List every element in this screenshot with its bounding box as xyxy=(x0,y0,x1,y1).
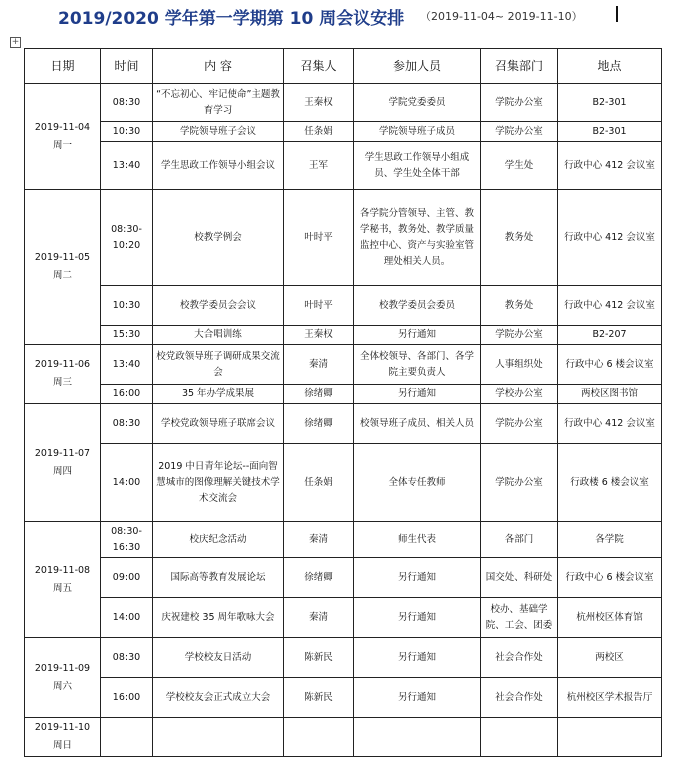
day-cell xyxy=(25,522,101,638)
cell-content: 大合唱训练 xyxy=(153,326,284,345)
cell-location: B2-301 xyxy=(558,84,662,122)
day-cell xyxy=(25,638,101,718)
cell-department: 学生处 xyxy=(481,142,558,190)
cell-content: 国际高等教育发展论坛 xyxy=(153,558,284,598)
cell-convener: 叶时平 xyxy=(284,190,354,286)
cell-content: 学院领导班子会议 xyxy=(153,122,284,142)
cell-attendees: 另行通知 xyxy=(354,385,481,404)
cell-convener: 任条娟 xyxy=(284,444,354,522)
day-cell xyxy=(25,345,101,404)
day-date: 2019-11-08 xyxy=(34,564,91,576)
table-row xyxy=(25,404,662,444)
cell-location: 行政中心 6 楼会议室 xyxy=(558,558,662,598)
cell-department: 人事组织处 xyxy=(481,345,558,385)
cell-convener: 秦清 xyxy=(284,345,354,385)
cell-convener: 秦清 xyxy=(284,522,354,558)
cell-location: 行政中心 412 会议室 xyxy=(558,142,662,190)
header-convener: 召集人 xyxy=(284,49,354,84)
day-date: 2019-11-06 xyxy=(34,359,91,370)
day-date: 2019-11-10 xyxy=(34,722,91,733)
cell-attendees: 各学院分管领导、主管、教学秘书，教务处、教学质量监控中心、资产与实验室管理处相关人员。 xyxy=(354,190,481,286)
cell-time: 13:40 xyxy=(101,345,153,385)
cell-content: 2019 中日青年论坛--面向智慧城市的图像理解关键技术学术交流会 xyxy=(153,444,284,522)
day-date: 2019-11-05 xyxy=(34,252,91,263)
cell-attendees: 全体专任教师 xyxy=(354,444,481,522)
cell-attendees xyxy=(354,718,481,757)
cell-content: 校教学例会 xyxy=(153,190,284,286)
cell-convener: 徐绪卿 xyxy=(284,385,354,404)
cell-location: 行政中心 6 楼会议室 xyxy=(558,345,662,385)
title-date-range: （2019-11-04~ 2019-11-10） xyxy=(420,10,583,23)
cell-time: 15:30 xyxy=(101,326,153,345)
cell-attendees: 另行通知 xyxy=(354,598,481,638)
cell-content: 庆祝建校 35 周年歌咏大会 xyxy=(153,598,284,638)
cell-time: 14:00 xyxy=(101,598,153,638)
cell-convener: 徐绪卿 xyxy=(284,558,354,598)
cell-location: 行政楼 6 楼会议室 xyxy=(558,444,662,522)
day-weekday: 周六 xyxy=(52,680,72,692)
table-row xyxy=(25,190,662,286)
cell-attendees: 学院领导班子成员 xyxy=(354,122,481,142)
header-content: 内 容 xyxy=(153,49,284,84)
day-weekday: 周一 xyxy=(52,139,72,151)
table-row xyxy=(25,558,662,598)
header-attendees: 参加人员 xyxy=(354,49,481,84)
text-cursor xyxy=(616,6,618,22)
cell-attendees: 学生思政工作领导小组成员、学生处全体干部 xyxy=(354,142,481,190)
cell-time: 14:00 xyxy=(101,444,153,522)
cell-department: 学院办公室 xyxy=(481,404,558,444)
cell-department: 各部门 xyxy=(481,522,558,558)
cell-content: 校教学委员会会议 xyxy=(153,286,284,326)
day-cell xyxy=(25,718,101,757)
cell-location: 各学院 xyxy=(558,522,662,558)
table-row xyxy=(25,598,662,638)
cell-content: “不忘初心、牢记使命”主题教育学习 xyxy=(153,84,284,122)
cell-convener: 陈新民 xyxy=(284,678,354,718)
day-weekday: 周五 xyxy=(52,582,72,594)
cell-department: 学院办公室 xyxy=(481,444,558,522)
cell-convener: 叶时平 xyxy=(284,286,354,326)
cell-location xyxy=(558,718,662,757)
cell-time: 08:30-10:20 xyxy=(101,190,153,286)
cell-department: 社会合作处 xyxy=(481,638,558,678)
cell-content: 学校党政领导班子联席会议 xyxy=(153,404,284,444)
cell-time: 09:00 xyxy=(101,558,153,598)
cell-content: 学生思政工作领导小组会议 xyxy=(153,142,284,190)
cell-location: 行政中心 412 会议室 xyxy=(558,190,662,286)
cell-time: 10:30 xyxy=(101,286,153,326)
cell-location: 行政中心 412 会议室 xyxy=(558,404,662,444)
cell-location: B2-207 xyxy=(558,326,662,345)
day-weekday: 周三 xyxy=(52,377,72,388)
table-row xyxy=(25,385,662,404)
cell-attendees: 校领导班子成员、相关人员 xyxy=(354,404,481,444)
table-row xyxy=(25,638,662,678)
day-cell xyxy=(25,84,101,190)
cell-attendees: 另行通知 xyxy=(354,558,481,598)
table-body xyxy=(25,84,662,757)
cell-convener: 陈新民 xyxy=(284,638,354,678)
header-date: 日期 xyxy=(25,49,101,84)
table-row xyxy=(25,718,662,757)
table-row xyxy=(25,122,662,142)
cell-time: 16:00 xyxy=(101,678,153,718)
cell-time: 08:30 xyxy=(101,404,153,444)
cell-location: 两校区图书馆 xyxy=(558,385,662,404)
table-row xyxy=(25,345,662,385)
cell-convener: 任条娟 xyxy=(284,122,354,142)
cell-department: 学校办公室 xyxy=(481,385,558,404)
cell-time: 16:00 xyxy=(101,385,153,404)
cell-department: 社会合作处 xyxy=(481,678,558,718)
cell-department: 学院办公室 xyxy=(481,84,558,122)
cell-content: 校党政领导班子调研成果交流会 xyxy=(153,345,284,385)
day-date: 2019-11-04 xyxy=(34,121,91,133)
meeting-schedule-table xyxy=(24,48,662,757)
title-main: 2019/2020 学年第一学期第 10 周会议安排 xyxy=(58,9,405,29)
day-cell xyxy=(25,190,101,345)
cell-content: 学校校友会正式成立大会 xyxy=(153,678,284,718)
cell-location: 两校区 xyxy=(558,638,662,678)
day-weekday: 周日 xyxy=(52,740,72,751)
cell-attendees: 学院党委委员 xyxy=(354,84,481,122)
cell-content: 校庆纪念活动 xyxy=(153,522,284,558)
cell-convener: 王秦权 xyxy=(284,326,354,345)
table-row xyxy=(25,142,662,190)
cell-time: 13:40 xyxy=(101,142,153,190)
cell-content: 35 年办学成果展 xyxy=(153,385,284,404)
table-header-row xyxy=(25,49,662,84)
cell-location: 行政中心 412 会议室 xyxy=(558,286,662,326)
cell-location: B2-301 xyxy=(558,122,662,142)
cell-attendees: 另行通知 xyxy=(354,678,481,718)
cell-time xyxy=(101,718,153,757)
cell-convener: 王军 xyxy=(284,142,354,190)
cell-department: 国交处、科研处 xyxy=(481,558,558,598)
cell-location: 杭州校区学术报告厅 xyxy=(558,678,662,718)
header-department: 召集部门 xyxy=(481,49,558,84)
cell-department: 教务处 xyxy=(481,286,558,326)
table-move-handle-icon[interactable]: + xyxy=(11,37,20,47)
cell-attendees: 师生代表 xyxy=(354,522,481,558)
day-date: 2019-11-09 xyxy=(34,662,91,674)
cell-convener: 王秦权 xyxy=(284,84,354,122)
cell-convener xyxy=(284,718,354,757)
cell-time: 08:30 xyxy=(101,638,153,678)
table-row xyxy=(25,444,662,522)
cell-attendees: 另行通知 xyxy=(354,326,481,345)
table-row xyxy=(25,522,662,558)
cell-department: 学院办公室 xyxy=(481,122,558,142)
table-row xyxy=(25,678,662,718)
cell-location: 杭州校区体育馆 xyxy=(558,598,662,638)
table-row xyxy=(25,326,662,345)
cell-attendees: 全体校领导、各部门、各学院主要负责人 xyxy=(354,345,481,385)
header-time: 时间 xyxy=(101,49,153,84)
day-cell xyxy=(25,404,101,522)
cell-time: 08:30 xyxy=(101,84,153,122)
cell-time: 10:30 xyxy=(101,122,153,142)
day-date: 2019-11-07 xyxy=(34,447,91,459)
table-row xyxy=(25,84,662,122)
table-row xyxy=(25,286,662,326)
cell-content xyxy=(153,718,284,757)
cell-attendees: 另行通知 xyxy=(354,638,481,678)
cell-convener: 秦清 xyxy=(284,598,354,638)
cell-time: 08:30-16:30 xyxy=(101,522,153,558)
header-location: 地点 xyxy=(558,49,662,84)
day-weekday: 周四 xyxy=(52,465,72,477)
cell-content: 学校校友日活动 xyxy=(153,638,284,678)
cell-department: 校办、基础学院、工会、团委 xyxy=(481,598,558,638)
day-weekday: 周二 xyxy=(52,270,72,281)
cell-convener: 徐绪卿 xyxy=(284,404,354,444)
document-title xyxy=(0,4,684,30)
cell-attendees: 校教学委员会委员 xyxy=(354,286,481,326)
cell-department: 教务处 xyxy=(481,190,558,286)
cell-department xyxy=(481,718,558,757)
cell-department: 学院办公室 xyxy=(481,326,558,345)
